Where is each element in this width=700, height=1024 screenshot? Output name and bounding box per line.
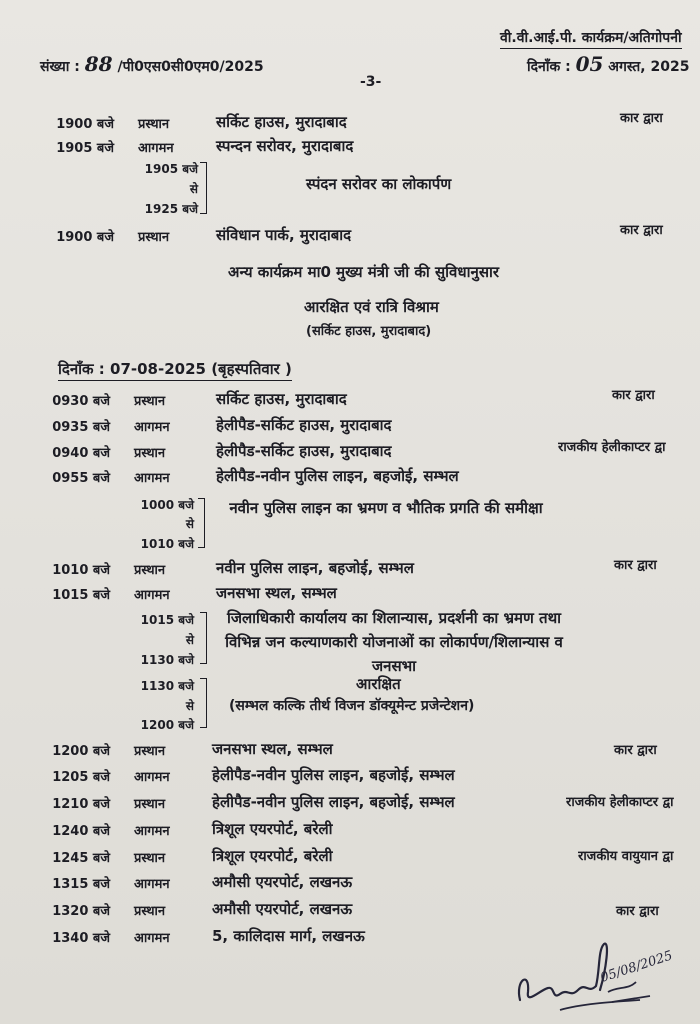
row-action: प्रस्थान: [134, 904, 166, 919]
row-action: प्रस्थान: [138, 117, 170, 132]
block-description: स्पंदन सरोवर का लोकार्पण: [306, 175, 452, 193]
day-heading: दिनाँक : 07-08-2025 (बृहस्पतिवार ): [58, 359, 292, 381]
row-place: जनसभा स्थल, सम्भल: [216, 584, 337, 602]
brace: [200, 612, 207, 664]
page-number: -3-: [360, 74, 382, 90]
row-place: स्पन्दन सरोवर, मुरादाबाद: [216, 137, 354, 155]
row-place: अमौसी एयरपोर्ट, लखनऊ: [212, 900, 353, 918]
row-place: अमौसी एयरपोर्ट, लखनऊ: [212, 873, 353, 891]
row-time: 1240 बजे: [52, 824, 110, 839]
row-time: 1905 बजे: [56, 141, 114, 156]
row-mode: कार द्वारा: [612, 388, 655, 403]
block-end: 1925 बजे: [144, 202, 198, 216]
row-mode: कार द्वारा: [616, 904, 659, 919]
row-place: हेलीपैड-नवीन पुलिस लाइन, बहजोई, सम्भल: [212, 793, 455, 811]
row-place: नवीन पुलिस लाइन, बहजोई, सम्भल: [216, 559, 414, 577]
block-start: 1015 बजे: [140, 613, 194, 627]
signature: [500, 930, 680, 1020]
block-start: 1000 बजे: [140, 498, 194, 512]
row-time: 1900 बजे: [56, 117, 114, 132]
row-action: प्रस्थान: [134, 797, 166, 812]
row-action: प्रस्थान: [134, 744, 166, 759]
programme-title: वी.वी.आई.पी. कार्यक्रम/अतिगोपनी: [500, 28, 682, 49]
row-action: आगमन: [138, 141, 174, 156]
row-time: 0935 बजे: [52, 420, 110, 435]
row-mode: राजकीय हेलीकाप्टर द्वा: [558, 440, 666, 455]
row-mode: राजकीय हेलीकाप्टर द्वा: [566, 795, 674, 810]
row-action: आगमन: [134, 471, 170, 486]
reference-number: संख्या : 88 /पी0एस0सी0एम0/2025: [40, 52, 264, 76]
row-action: प्रस्थान: [134, 851, 166, 866]
row-place: 5, कालिदास मार्ग, लखनऊ: [212, 927, 365, 945]
row-time: 1245 बजे: [52, 851, 110, 866]
svg-text:05/08/2025: 05/08/2025: [598, 948, 675, 986]
brace: [200, 678, 207, 728]
note-line: अन्य कार्यक्रम मा0 मुख्य मंत्री जी की सुविधानुसार: [228, 263, 499, 281]
row-time: 1205 बजे: [52, 770, 110, 785]
row-action: प्रस्थान: [138, 230, 170, 245]
note-line: आरक्षित एवं रात्रि विश्राम: [304, 298, 439, 316]
row-mode: राजकीय वायुयान द्वा: [578, 849, 674, 864]
row-time: 1315 बजे: [52, 877, 110, 892]
block-start: 1905 बजे: [144, 162, 198, 176]
brace: [200, 162, 207, 214]
note-line: (सर्किट हाउस, मुरादाबाद): [306, 324, 432, 339]
row-action: आगमन: [134, 770, 170, 785]
block-description: जिलाधिकारी कार्यालय का शिलान्यास, प्रदर्शनी का भ्रमण तथा विभिन्न जन कल्याणकारी योजनाओं का लोकार्पण/शिलान्यास व जनसभा: [225, 609, 563, 675]
block-description: आरक्षित: [356, 675, 401, 693]
row-action: प्रस्थान: [134, 394, 166, 409]
row-place: सर्किट हाउस, मुरादाबाद: [216, 113, 347, 131]
row-place: हेलीपैड-सर्किट हाउस, मुरादाबाद: [216, 442, 392, 460]
row-action: आगमन: [134, 420, 170, 435]
row-time: 0940 बजे: [52, 446, 110, 461]
document-date: दिनाँक : 05 अगस्त, 2025: [527, 52, 690, 76]
row-mode: कार द्वारा: [614, 558, 657, 573]
row-place: त्रिशूल एयरपोर्ट, बरेली: [212, 820, 333, 838]
row-action: आगमन: [134, 824, 170, 839]
row-action: आगमन: [134, 931, 170, 946]
row-time: 1210 बजे: [52, 797, 110, 812]
row-mode: कार द्वारा: [620, 223, 663, 238]
row-place: हेलीपैड-नवीन पुलिस लाइन, बहजोई, सम्भल: [216, 467, 459, 485]
row-time: 0930 बजे: [52, 394, 110, 409]
row-place: जनसभा स्थल, सम्भल: [212, 740, 333, 758]
block-end: 1200 बजे: [140, 718, 194, 732]
row-time: 0955 बजे: [52, 471, 110, 486]
row-action: आगमन: [134, 877, 170, 892]
row-time: 1010 बजे: [52, 563, 110, 578]
block-se: से: [185, 633, 194, 647]
row-time: 1015 बजे: [52, 588, 110, 603]
row-time: 1900 बजे: [56, 230, 114, 245]
row-place: त्रिशूल एयरपोर्ट, बरेली: [212, 847, 333, 865]
row-time: 1340 बजे: [52, 931, 110, 946]
row-place: हेलीपैड-सर्किट हाउस, मुरादाबाद: [216, 416, 392, 434]
row-action: प्रस्थान: [134, 446, 166, 461]
row-action: प्रस्थान: [134, 563, 166, 578]
row-mode: कार द्वारा: [620, 111, 663, 126]
block-se: से: [189, 182, 198, 196]
block-se: से: [185, 699, 194, 713]
block-end: 1010 बजे: [140, 537, 194, 551]
block-description: नवीन पुलिस लाइन का भ्रमण व भौतिक प्रगति की समीक्षा: [229, 499, 543, 517]
block-se: से: [185, 517, 194, 531]
brace: [198, 498, 205, 548]
row-mode: कार द्वारा: [614, 743, 657, 758]
row-time: 1200 बजे: [52, 744, 110, 759]
row-time: 1320 बजे: [52, 904, 110, 919]
row-place: हेलीपैड-नवीन पुलिस लाइन, बहजोई, सम्भल: [212, 766, 455, 784]
row-place: संविधान पार्क, मुरादाबाद: [216, 226, 352, 244]
block-description: (सम्भल कल्कि तीर्थ विजन डॉक्यूमेन्ट प्रजेन्टेशन): [229, 698, 475, 714]
row-action: आगमन: [134, 588, 170, 603]
block-start: 1130 बजे: [140, 679, 194, 693]
block-end: 1130 बजे: [140, 653, 194, 667]
row-place: सर्किट हाउस, मुरादाबाद: [216, 390, 347, 408]
